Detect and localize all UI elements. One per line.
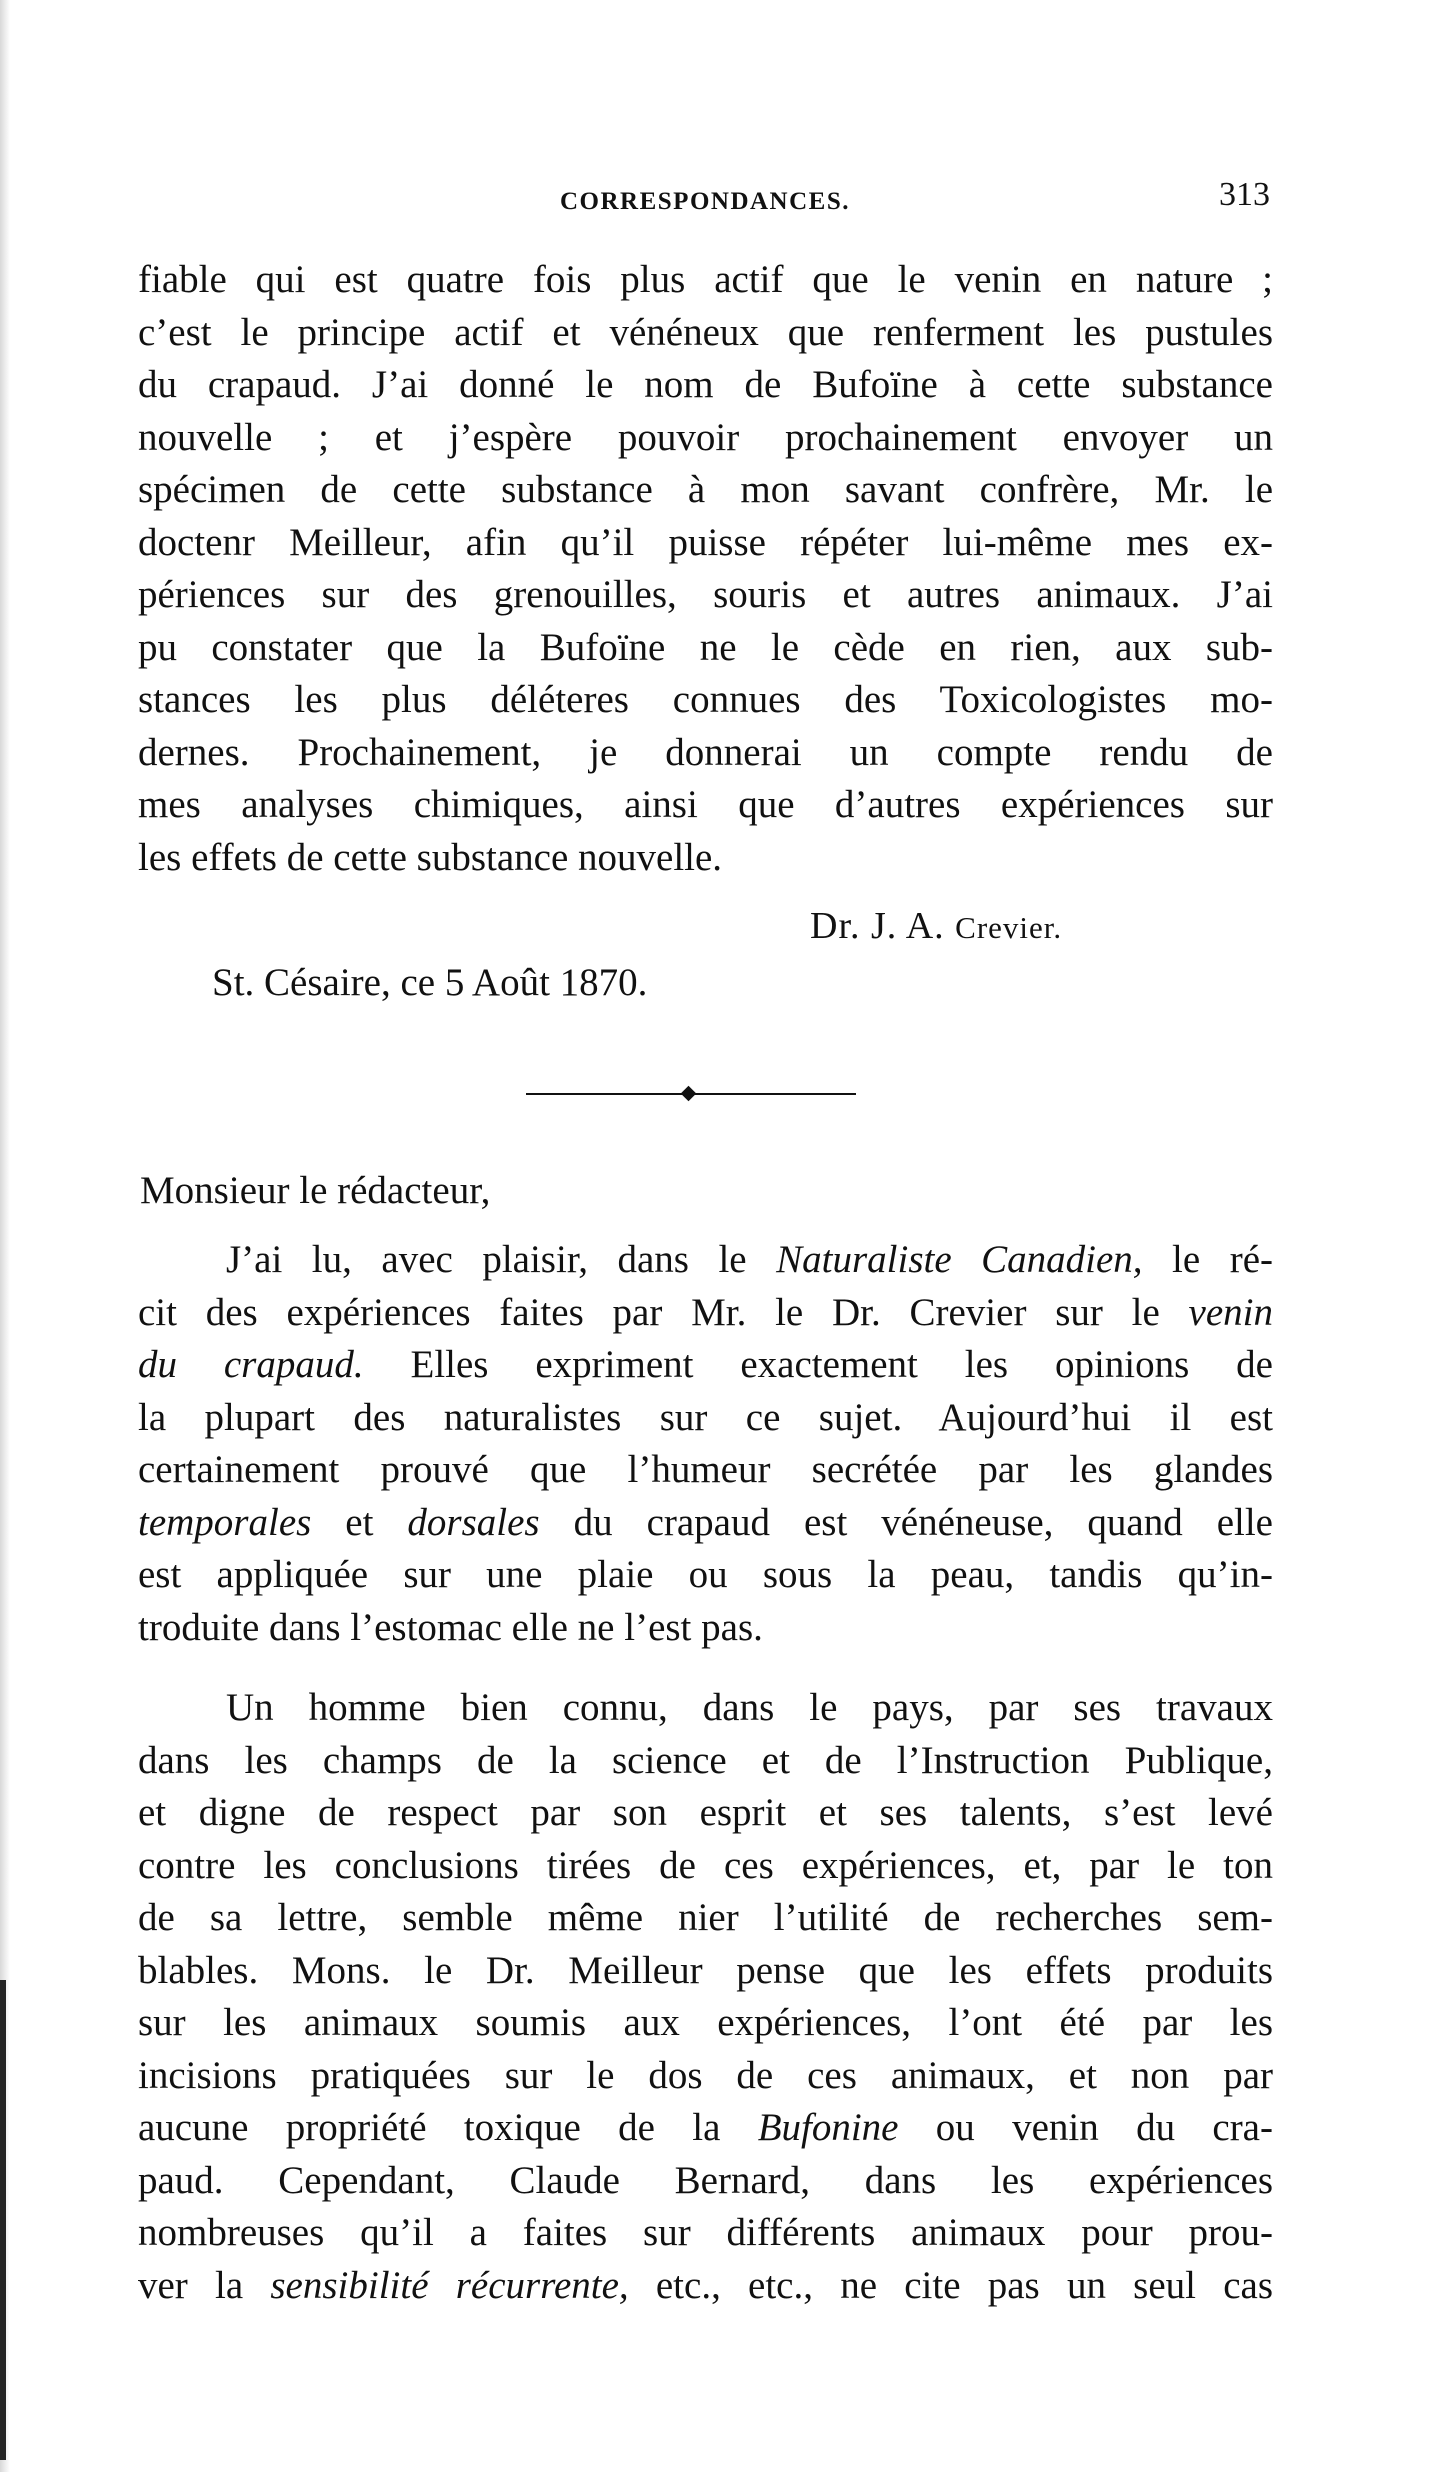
italic-run: venin: [1188, 1290, 1273, 1334]
text-line: troduite dans l’estomac elle ne l’est pas.: [138, 1605, 763, 1649]
text-line: périences sur des grenouilles, souris et autres animaux. J’ai: [138, 573, 1273, 616]
second-paragraph: [138, 1234, 1273, 1654]
italic-run: sensibilité récurrente,: [270, 2263, 629, 2307]
text-line: blables. Mons. le Dr. Meilleur pense que les effets produits: [138, 1948, 1273, 1992]
text-line: de sa lettre, semble même nier l’utilité de recherches sem-: [138, 1896, 1273, 1939]
text-line: et digne de respect par son esprit et ses talents, s’est levé: [138, 1791, 1273, 1834]
text-line: doctenr Meilleur, afin qu’il puisse répéter lui-même mes ex-: [138, 520, 1273, 564]
italic-run: du crapaud.: [138, 1343, 364, 1386]
text-line: [138, 1287, 1273, 1340]
separator-diamond-icon: [681, 1086, 697, 1102]
text-line: fiable qui est quatre fois plus actif que le venin en nature ;: [138, 258, 1273, 301]
text-run: J’ai lu, avec plaisir, dans le: [226, 1238, 777, 1281]
italic-run: temporales: [138, 1500, 312, 1544]
text-line: spécimen de cette substance à mon savant confrère, Mr. le: [138, 468, 1273, 511]
text-line: du crapaud. J’ai donné le nom de Bufoïne à cette substance: [138, 363, 1273, 406]
text-line: [138, 1234, 1273, 1287]
text-line: c’est le principe actif et vénéneux que renferment les pustules: [138, 310, 1273, 354]
page-header: [140, 176, 1270, 226]
section-separator: [526, 1090, 856, 1096]
third-paragraph: [138, 1682, 1273, 2312]
text-line: dans les champs de la science et de l’Instruction Publique,: [138, 1738, 1273, 1782]
text-line: [138, 1339, 1273, 1392]
signature-name: Crevier.: [955, 910, 1063, 945]
signature: [810, 904, 1062, 948]
text-line: stances les plus déléteres connues des Toxicologistes mo-: [138, 678, 1273, 721]
italic-run: Naturaliste Canadien,: [776, 1238, 1143, 1281]
text-line: Un homme bien connu, dans le pays, par ses travaux: [226, 1686, 1273, 1729]
text-run: et: [311, 1500, 408, 1544]
text-line: incisions pratiquées sur le dos de ces animaux, et non par: [138, 2053, 1273, 2097]
page-edge-mark: [0, 1980, 6, 2460]
text-line: sur les animaux soumis aux expériences, l’ont été par les: [138, 2001, 1273, 2044]
text-line: dernes. Prochainement, je donnerai un compte rendu de: [138, 730, 1273, 774]
text-line: paud. Cependant, Claude Bernard, dans les expériences: [138, 2158, 1273, 2202]
text-run: aucune propriété toxique de la: [138, 2106, 758, 2149]
text-run: ver la: [138, 2263, 271, 2307]
italic-run: Bufonine: [757, 2106, 899, 2149]
running-head: CORRESPONDANCES.: [559, 188, 850, 215]
text-run: ou venin du cra-: [898, 2106, 1273, 2149]
first-paragraph: [138, 254, 1273, 884]
text-line: mes analyses chimiques, ainsi que d’autres expériences sur: [138, 783, 1273, 826]
page-number: 313: [1219, 176, 1270, 213]
signature-title: Dr. J. A.: [810, 905, 956, 947]
text-run: Elles expriment exactement les opinions de: [363, 1343, 1273, 1386]
salutation: Monsieur le rédacteur,: [140, 1169, 491, 1212]
text-line: certainement prouvé que l’humeur secrétée par les glandes: [138, 1448, 1273, 1491]
text-run: le ré-: [1142, 1238, 1273, 1281]
text-line: pu constater que la Bufoïne ne le cède en rien, aux sub-: [138, 625, 1273, 669]
text-line: [138, 2102, 1273, 2155]
text-line: contre les conclusions tirées de ces expériences, et, par le ton: [138, 1843, 1273, 1887]
text-line: [138, 2260, 1273, 2313]
text-run: du crapaud est vénéneuse, quand elle: [539, 1500, 1273, 1544]
text-line: nouvelle ; et j’espère pouvoir prochainement envoyer un: [138, 415, 1273, 459]
text-run: etc., etc., ne cite pas un seul cas: [628, 2263, 1273, 2307]
text-line: est appliquée sur une plaie ou sous la peau, tandis qu’in-: [138, 1553, 1273, 1596]
text-line: [138, 1497, 1273, 1550]
text-line: nombreuses qu’il a faites sur différents animaux pour prou-: [138, 2211, 1273, 2254]
italic-run: dorsales: [407, 1500, 540, 1544]
dateline: St. Césaire, ce 5 Août 1870.: [212, 961, 648, 1004]
text-line: les effets de cette substance nouvelle.: [138, 835, 723, 879]
text-line: la plupart des naturalistes sur ce sujet. Aujourd’hui il est: [138, 1395, 1273, 1439]
text-run: cit des expériences faites par Mr. le Dr. Crevier sur le: [138, 1290, 1189, 1334]
